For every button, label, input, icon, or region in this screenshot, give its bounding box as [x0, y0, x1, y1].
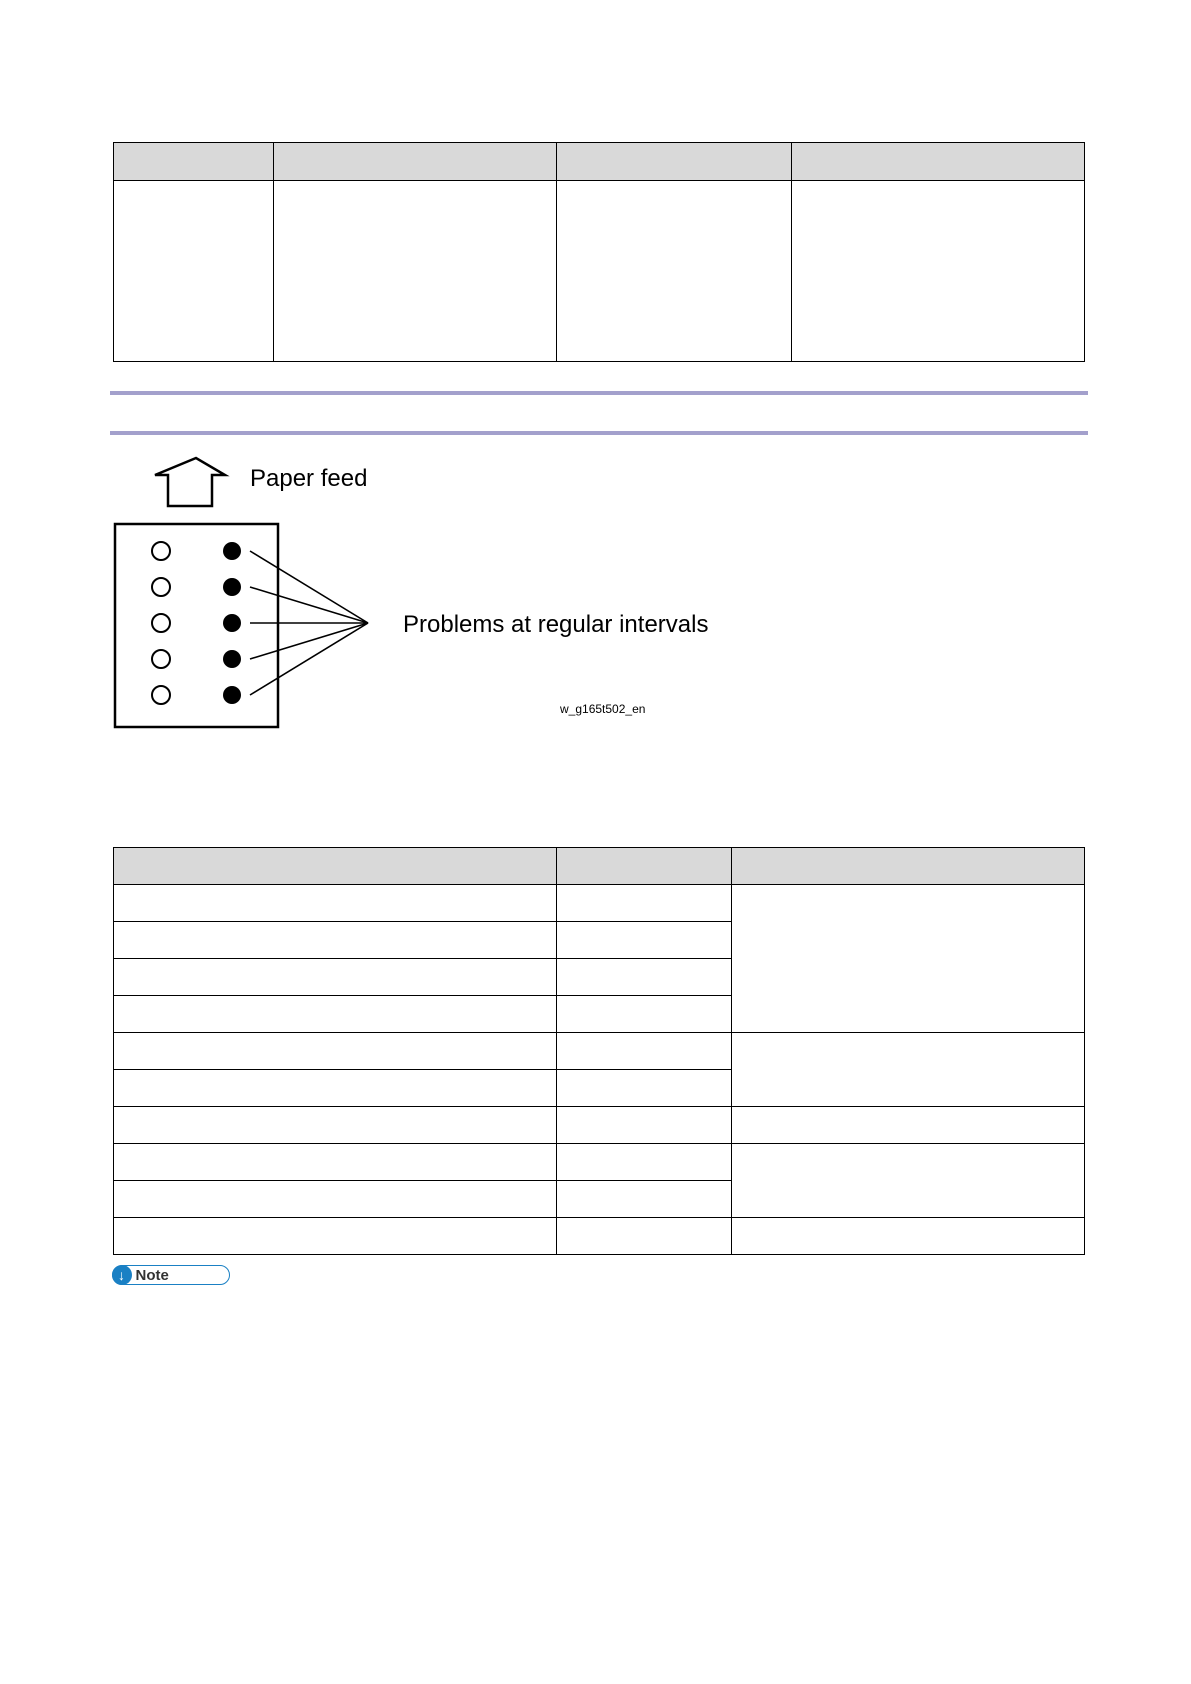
table-cell	[114, 1181, 557, 1218]
table-cell	[114, 922, 557, 959]
table-cell	[557, 959, 732, 996]
section-rule-top	[110, 391, 1088, 395]
problem-dot	[223, 650, 241, 668]
header-cell	[792, 143, 1085, 181]
open-dot	[152, 650, 170, 668]
table-cell	[114, 885, 557, 922]
paper-sheet	[115, 524, 278, 727]
problem-dot	[223, 578, 241, 596]
open-dot	[152, 578, 170, 596]
table-cell	[557, 181, 792, 362]
table-cell	[557, 1107, 732, 1144]
paper-feed-diagram	[100, 450, 740, 730]
header-cell	[114, 848, 557, 885]
table-row	[114, 181, 1085, 362]
header-cell	[114, 143, 274, 181]
table-cell	[557, 1181, 732, 1218]
note-label: Note	[135, 1266, 169, 1284]
open-dot	[152, 686, 170, 704]
table-cell	[114, 1033, 557, 1070]
table-cell	[114, 959, 557, 996]
table-row	[114, 1107, 1085, 1144]
table-cell	[274, 181, 557, 362]
table-cell-merged	[732, 885, 1085, 1033]
table-cell	[557, 1144, 732, 1181]
problem-dot	[223, 614, 241, 632]
header-cell	[732, 848, 1085, 885]
table-cell	[114, 1070, 557, 1107]
problem-dot	[223, 542, 241, 560]
problem-dot	[223, 686, 241, 704]
table-cell	[557, 996, 732, 1033]
section-rule-bottom	[110, 431, 1088, 435]
table-cell	[732, 1218, 1085, 1255]
table-row	[114, 1033, 1085, 1070]
header-cell	[557, 848, 732, 885]
table-cell	[557, 1070, 732, 1107]
image-id-label: w_g165t502_en	[560, 702, 646, 716]
open-dot	[152, 614, 170, 632]
top-table	[113, 142, 1085, 362]
table-header-row	[114, 848, 1085, 885]
paper-feed-label: Paper feed	[250, 465, 368, 492]
table-row	[114, 885, 1085, 922]
table-cell-merged	[732, 1033, 1085, 1107]
header-cell	[557, 143, 792, 181]
header-cell	[274, 143, 557, 181]
table-row	[114, 1144, 1085, 1181]
bottom-table	[113, 847, 1085, 1255]
note-badge	[112, 1265, 230, 1285]
table-cell	[114, 996, 557, 1033]
table-cell	[114, 1107, 557, 1144]
arrow-down-circle-icon: ↓	[112, 1265, 132, 1285]
table-cell	[557, 1218, 732, 1255]
table-cell	[114, 1218, 557, 1255]
table-cell	[732, 1107, 1085, 1144]
table-header-row	[114, 143, 1085, 181]
table-cell	[114, 1144, 557, 1181]
problems-label: Problems at regular intervals	[403, 611, 709, 638]
table-cell	[114, 181, 274, 362]
open-dot	[152, 542, 170, 560]
table-cell	[557, 885, 732, 922]
table-cell-merged	[732, 1144, 1085, 1218]
table-cell	[557, 1033, 732, 1070]
table-cell	[792, 181, 1085, 362]
arrow-up-icon	[155, 458, 225, 506]
table-cell	[557, 922, 732, 959]
table-row	[114, 1218, 1085, 1255]
